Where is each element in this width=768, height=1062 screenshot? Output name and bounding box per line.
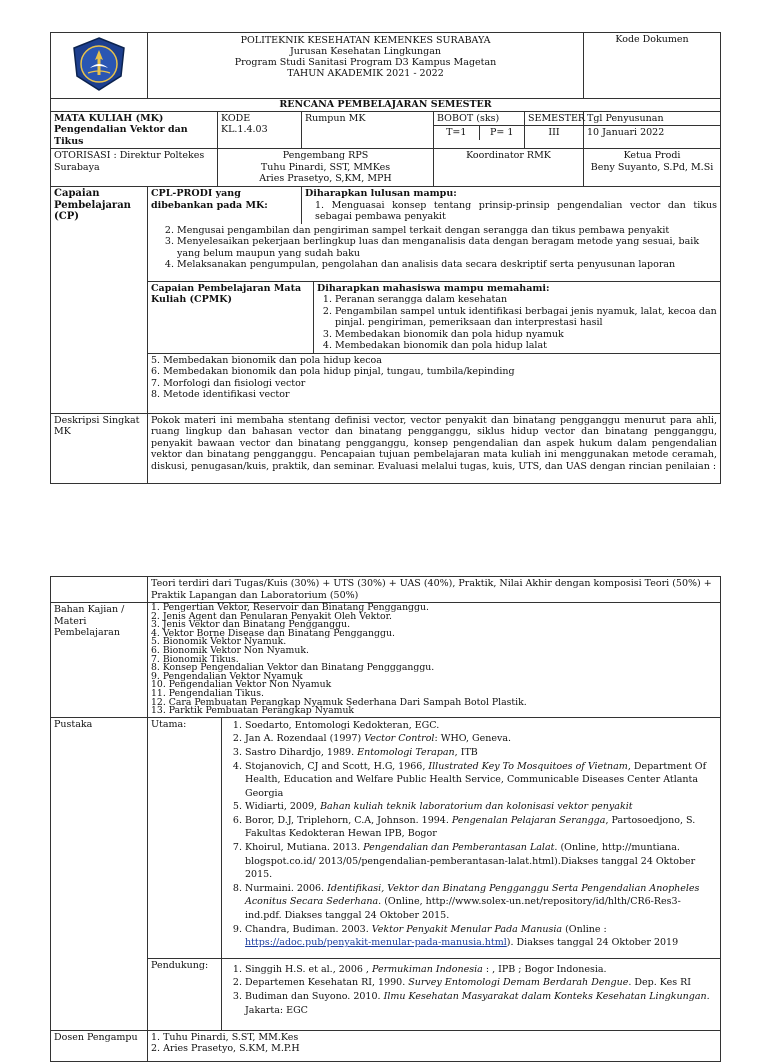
bobot-label: BOBOT (sks) (434, 112, 524, 127)
rumpun-label: Rumpun MK (302, 111, 434, 149)
utama-ref-title: Illustrated Key To Mosquitoes of Vietnam (428, 760, 628, 772)
utama-ref-text: Khoirul, Mutiana. 2013. (245, 842, 364, 854)
utama-ref-title: Vector Control (364, 733, 435, 745)
utama-ref-title: Pengendalian dan Pemberantasan Lalat. (363, 842, 558, 854)
kode-label: KODE (221, 112, 251, 124)
pengembang-2: Aries Prasetyo, S,KM, MPH (259, 173, 392, 184)
utama-ref-title: Bahan kuliah teknik laboratorium dan kolonisasi vektor penyakit (320, 801, 633, 813)
logo-cell (51, 33, 148, 99)
utama-ref-item (245, 719, 717, 733)
pendukung-label: Pendukung: (148, 958, 222, 1030)
semester-value: III (548, 127, 560, 138)
cpmk-item: 4. Membedakan bionomik dan pola hidup lalat (335, 340, 717, 352)
cpmk-item: 1. Peranan serangga dalam kesehatan (335, 294, 717, 306)
pendukung-ref-item (245, 976, 717, 990)
rps-title: RENCANA PEMBELAJARAN SEMESTER (51, 99, 721, 112)
cpl-item: 2. Mengusai pengambilan dan pengiriman sampel terkait dengan serangga dan tikus pembawa penyakit (177, 225, 717, 237)
cpmk-more (148, 354, 720, 413)
pendukung-ref-item (245, 990, 717, 1017)
cp-label: Capaian Pembelajaran (CP) (51, 187, 148, 414)
bahan-item: 12. Cara Pembuatan Perangkap Nyamuk Sederhana Dari Sampah Botol Plastik. (151, 696, 527, 708)
utama-ref-item (245, 923, 717, 950)
utama-ref-item (245, 814, 717, 841)
cpmk-more-item: 7. Morfologi dan fisiologi vector (151, 377, 306, 389)
utama-ref-detail: (Online : (562, 923, 607, 935)
bobot-cell (434, 111, 525, 149)
pendukung-ref-title: Permukiman Indonesia (371, 963, 483, 975)
bahan-item: 2. Jenis Agent dan Penularan Penyakit Oleh Vektor. (151, 610, 392, 622)
rps-header-table (50, 32, 721, 484)
utama-ref-text: Widiarti, 2009, (245, 801, 321, 813)
deskripsi-text: Pokok materi ini membaha stentang definisi vector, vector penyakit dan binatang pengganggu menurut para ahli, ruang lingkup dan bahasan vector dan binatang pengganggu, siklus hidup vector dan binatang pengganggu, penyakit bawaan vector dan binatang pengganggu, konsep pengendalian dan aspek hukum dalam pengendalian vektor dan binatang pengganggu. Pencapaian tujuan pembelajaran mata kuliah ini menggunakan metode ceramah, diskusi, penugasan/kuis, praktik, dan seminar. Evaluasi melalui tugas, kuis, UTS, dan UAS dengan rincian penilaian : (148, 413, 721, 483)
pustaka-label: Pustaka (51, 717, 148, 1030)
bahan-item: 8. Konsep Pengendalian Vektor dan Binatang Penggganggu. (151, 662, 435, 674)
header-line-4: TAHUN AKADEMIK 2021 - 2022 (287, 68, 444, 79)
utama-ref-tail: ). Diakses tanggal 24 Oktober 2019 (506, 937, 679, 949)
pendukung-ref-text: Budiman dan Suyono. 2010. (245, 991, 384, 1002)
utama-ref-item (245, 800, 717, 814)
utama-ref-detail: , Partosoedjono, S. Fakultas Kedokteran Hewan IPB, Bogor (245, 814, 696, 840)
empty-cell (51, 577, 148, 603)
cpmk-harap: Diharapkan mahasiswa mampu memahami: (317, 282, 550, 294)
bobot-teori: T=1 (434, 126, 480, 140)
utama-ref-text: Chandra, Budiman. 2003. (245, 923, 372, 935)
doc-code-label: Kode Dokumen (584, 33, 721, 99)
utama-ref-text: Jan A. Rozendaal (1997) (245, 733, 365, 745)
bahan-item: 5. Bionomik Vektor Nyamuk. (151, 636, 287, 648)
bahan-item: 9. Pengendalian Vektor Nyamuk (151, 670, 303, 682)
cpmk-more-item: 8. Metode identifikasi vector (151, 389, 290, 400)
kode-value: KL.1.4.03 (221, 124, 268, 135)
pendukung-ref-text: Singgih H.S. et al., 2006 , (245, 963, 372, 975)
utama-ref-detail: , Department Of Health, Education and Welfare Public Health Service, Communicable Diseases Center Atlanta Georgia (245, 760, 707, 799)
utama-list (222, 717, 721, 958)
utama-ref-title: Pengenalan Pelajaran Serangga (451, 814, 606, 826)
utama-ref-item (245, 882, 717, 923)
cpl-label: CPL-PRODI yang dibebankan pada MK: (148, 187, 302, 224)
utama-ref-detail: . (Online, http://www.solex-un.net/repository/id/hlth/CR6-Res3-ind.pdf. Diakses tanggal 24 Oktober 2015. (245, 896, 681, 922)
pendukung-ref-text: Departemen Kesehatan RI, 1990. (245, 977, 409, 989)
bahan-item: 3. Jenis Vektor dan Binatang Pengganggu. (151, 619, 351, 631)
bahan-item: 13. Parktik Pembuatan Perangkap Nyamuk (151, 705, 355, 717)
utama-ref-title: Identifikasi, Vektor dan Binatang Pengganggu Serta Pengendalian Anopheles Aconitus Secara Sederhana (245, 882, 700, 908)
utama-ref-text: Sastro Dihardjo, 1989. (245, 746, 358, 758)
bobot-praktik: P= 1 (490, 127, 514, 138)
utama-ref-item (245, 746, 717, 760)
ketua-name: Beny Suyanto, S.Pd, M.Si (590, 161, 714, 173)
tgl-cell (584, 111, 721, 149)
institution-header (148, 33, 584, 99)
utama-ref-text: Stojanovich, CJ and Scott, H.G, 1966, (245, 760, 429, 772)
pendukung-list (222, 958, 721, 1030)
ketua-label: Ketua Prodi (623, 150, 681, 161)
pengembang-label: Pengembang RPS (282, 150, 369, 161)
utama-ref-detail: , ITB (454, 746, 478, 758)
cpl-items-cell (148, 224, 721, 282)
utama-ref-text: Soedarto, Entomologi Kedokteran, EGC. (245, 719, 440, 731)
deskripsi-label: Deskripsi Singkat MK (51, 413, 148, 483)
cpl-harap-label: Diharapkan lulusan mampu: (305, 188, 457, 199)
header-line-1: POLITEKNIK KESEHATAN KEMENKES SURABAYA (240, 35, 491, 46)
pendukung-ref-item (245, 963, 717, 977)
teori-text: Teori terdiri dari Tugas/Kuis (30%) + UTS (30%) + UAS (40%), Praktik, Nilai Akhir dengan komposisi Teori (50%) + Praktik Lapangan dan Laboratorium (50%) (148, 577, 721, 603)
pendukung-ref-detail: : , IPB ; Bogor Indonesia. (482, 963, 607, 975)
pendukung-ref-title: Ilmu Kesehatan Masyarakat dalam Konteks Kesehatan Lingkungan (383, 991, 707, 1002)
utama-ref-detail: (Online, http://muntiana. blogspot.co.id/ 2013/05/pengendalian-pemberantasan-lalat.html).Diakses tanggal 24 Oktober 2015. (245, 842, 696, 881)
utama-ref-item (245, 841, 717, 882)
kode-cell (218, 111, 302, 149)
bahan-item: 10. Pengendalian Vektor Non Nyamuk (151, 679, 332, 691)
utama-ref-title: Vektor Penyakit Menular Pada Manusia (371, 923, 563, 935)
tgl-label: Tgl Penyusunan (584, 112, 720, 127)
pengembang-cell (218, 149, 434, 187)
pendukung-ref-title: Survey Entomologi Demam Berdarah Dengue (408, 977, 629, 989)
pendukung-ref-detail: . Jakarta: EGC (245, 991, 710, 1016)
cpmk-more-item: 6. Membedakan bionomik dan pola hidup pinjal, tungau, tumbila/kepinding (151, 366, 515, 377)
pengembang-1: Tuhu Pinardi, SST, MMKes (260, 161, 391, 173)
bahan-item: 7. Bionomik Tikus. (151, 653, 239, 665)
bahan-item: 4. Vektor Borne Disease dan Binatang Pengganggu. (151, 627, 395, 639)
header-line-3: Program Studi Sanitasi Program D3 Kampus Magetan (234, 57, 497, 68)
cpl-item: 4. Melaksanakan pengumpulan, pengolahan dan analisis data secara deskriptif serta penyusunan laporan (177, 259, 717, 271)
koordinator-label: Koordinator RMK (434, 149, 584, 187)
cpl-item: 3. Menyelesaikan pekerjaan berlingkup luas dan menganalisis data dengan beragam metode yang sesuai, baik yang belum maupun yang sudah baku (177, 236, 717, 259)
otorisasi-label: OTORISASI : Direktur Poltekes Surabaya (51, 149, 218, 187)
bahan-item: 1. Pengertian Vektor, Reservoir dan Binatang Pengganggu. (151, 602, 429, 613)
utama-ref-item (245, 732, 717, 746)
dosen-item: 2. Aries Prasetyo, S.KM, M.P.H (151, 1043, 300, 1055)
utama-ref-item (245, 760, 717, 801)
cpl-item-1: 1. Menguasai konsep tentang prinsip-prinsip pengendalian vector dan tikus sebagai pembawa penyakit (315, 199, 718, 222)
ketua-cell (584, 149, 721, 187)
bahan-label: Bahan Kajian / Materi Pembelajaran (51, 603, 148, 718)
cpmk-content (314, 282, 720, 354)
mk-label: MATA KULIAH (MK) (54, 112, 164, 124)
semester-label: SEMESTER (525, 112, 583, 127)
cpmk-item: 3. Membedakan bionomik dan pola hidup nyamuk (335, 329, 717, 341)
cpmk-more-item: 5. Membedakan bionomik dan pola hidup kecoa (151, 354, 382, 366)
course-name-cell (51, 111, 218, 149)
utama-ref-text: Boror, D.J, Triplehorn, C.A, Johnson. 1994. (245, 814, 452, 826)
utama-label: Utama: (148, 717, 222, 958)
reference-link[interactable]: https://adoc.pub/penyakit-menular-pada-manusia.html (245, 937, 507, 949)
bahan-item: 6. Bionomik Vektor Non Nyamuk. (151, 644, 309, 656)
dosen-list (148, 1030, 721, 1061)
cpl-harap-cell (302, 187, 721, 224)
cpmk-block (148, 281, 721, 413)
utama-ref-title: Entomologi Terapan (357, 746, 455, 758)
tgl-value: 10 Januari 2022 (587, 127, 665, 138)
utama-ref-text: Nurmaini. 2006. (245, 882, 328, 894)
utama-ref-detail: : WHO, Geneva. (434, 733, 512, 745)
rps-continuation-table (50, 576, 721, 1062)
bahan-item: 11. Pengendalian Tikus. (151, 687, 264, 699)
bahan-list (148, 603, 721, 718)
semester-cell (525, 111, 584, 149)
institution-logo (70, 36, 128, 92)
pendukung-ref-detail: . Dep. Kes RI (628, 977, 692, 989)
header-line-2: Jurusan Kesehatan Lingkungan (289, 46, 442, 57)
dosen-label: Dosen Pengampu (51, 1030, 148, 1061)
cpmk-item: 2. Pengambilan sampel untuk identifikasi berbagai jenis nyamuk, lalat, kecoa dan pinjal. pengiriman, pemeriksaan dan interprestasi hasil (335, 306, 717, 329)
mk-name: Pengendalian Vektor dan Tikus (54, 124, 188, 147)
dosen-item: 1. Tuhu Pinardi, S.ST, MM.Kes (151, 1031, 299, 1043)
cpmk-label: Capaian Pembelajaran Mata Kuliah (CPMK) (148, 282, 314, 354)
